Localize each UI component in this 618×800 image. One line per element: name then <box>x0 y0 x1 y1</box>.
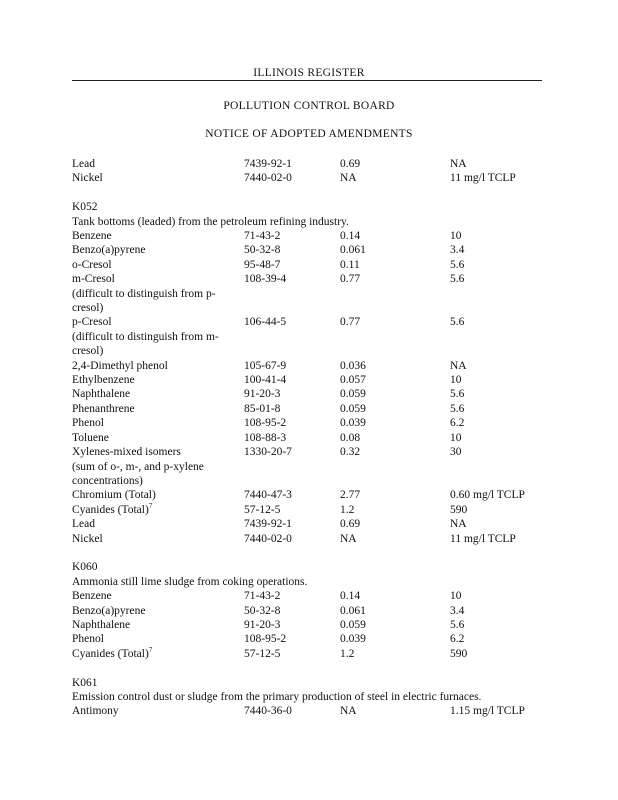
cas-number <box>244 344 340 358</box>
nonwastewater-standard <box>450 460 552 474</box>
cas-number: 71-43-2 <box>244 230 281 243</box>
table-row <box>72 632 552 646</box>
table-row <box>72 301 552 315</box>
wastewater-standard: 0.036 <box>340 359 366 372</box>
cas-number <box>244 301 340 315</box>
constituent-name <box>72 344 244 358</box>
cas-number <box>244 330 340 344</box>
table-row <box>72 532 552 546</box>
table-row <box>72 517 552 531</box>
waste-description: Emission control dust or sludge from the primary production of steel in electric furnaces. <box>72 690 482 703</box>
table-row <box>72 416 552 430</box>
constituent-name <box>72 315 244 329</box>
waste-description: Ammonia still lime sludge from coking operations. <box>72 575 308 588</box>
nonwastewater-standard: 5.6 <box>450 258 465 271</box>
register-header: ILLINOIS REGISTER <box>253 67 365 79</box>
constituent-name-text: Cyanides (Total) <box>72 503 149 516</box>
table-row <box>72 258 552 272</box>
constituent-name-text: Phenol <box>72 417 104 430</box>
standards-table <box>72 157 552 719</box>
cas-number <box>244 287 340 301</box>
nonwastewater-standard: 5.6 <box>450 388 465 401</box>
constituent-name-text: Naphthalene <box>72 388 131 401</box>
cas-number <box>244 474 340 488</box>
cas-number: 105-67-9 <box>244 359 287 372</box>
nonwastewater-standard: 5.6 <box>450 273 465 286</box>
cas-number: 91-20-3 <box>244 388 281 401</box>
constituent-name-text: Phenanthrene <box>72 402 135 415</box>
cas-number: 7439-92-1 <box>244 158 292 170</box>
constituent-name <box>72 301 244 315</box>
nonwastewater-standard <box>450 330 552 344</box>
cas-number: 7439-92-1 <box>244 518 292 531</box>
wastewater-standard: 1.2 <box>340 647 355 660</box>
wastewater-standard: 0.69 <box>340 158 361 170</box>
constituent-name <box>72 445 244 459</box>
cas-number: 1330-20-7 <box>244 446 292 459</box>
wastewater-standard: 0.08 <box>340 431 361 444</box>
nonwastewater-standard <box>450 474 552 488</box>
table-row <box>72 243 552 257</box>
wastewater-standard <box>340 301 450 315</box>
constituent-name <box>72 402 244 416</box>
constituent-name-text: (difficult to distinguish from m- <box>72 330 219 343</box>
constituent-name <box>72 258 244 272</box>
table-row <box>72 589 552 603</box>
constituent-name-text: Benzene <box>72 230 112 243</box>
constituent-name <box>72 416 244 430</box>
constituent-name <box>72 460 244 474</box>
constituent-name-text: o-Cresol <box>72 258 112 271</box>
table-row <box>72 330 552 344</box>
nonwastewater-standard <box>450 344 552 358</box>
table-row <box>72 604 552 618</box>
table-row <box>72 387 552 401</box>
nonwastewater-standard: 11 mg/l TCLP <box>450 172 516 185</box>
wastewater-standard: 0.059 <box>340 388 366 401</box>
nonwastewater-standard: 5.6 <box>450 618 465 631</box>
cas-number: 50-32-8 <box>244 244 281 257</box>
constituent-name-text: cresol) <box>72 302 104 315</box>
nonwastewater-standard: 10 <box>450 230 462 243</box>
wastewater-standard: NA <box>340 172 357 185</box>
cas-number: 108-95-2 <box>244 633 287 646</box>
constituent-name-text: Benzo(a)pyrene <box>72 244 146 257</box>
table-row <box>72 272 552 286</box>
wastewater-standard: 2.77 <box>340 489 361 502</box>
nonwastewater-standard: 5.6 <box>450 316 465 329</box>
table-row <box>72 287 552 301</box>
constituent-name <box>72 387 244 401</box>
constituent-name-text: 2,4-Dimethyl phenol <box>72 359 168 372</box>
constituent-name <box>72 589 244 603</box>
constituent-name-text: Ethylbenzene <box>72 374 135 387</box>
nonwastewater-standard: NA <box>450 518 467 531</box>
constituent-name <box>72 604 244 618</box>
constituent-name-text: m-Cresol <box>72 273 115 286</box>
wastewater-standard: 0.059 <box>340 618 366 631</box>
waste-code: K060 <box>72 561 98 574</box>
constituent-name-text: (sum of o-, m-, and p-xylene <box>72 460 204 473</box>
constituent-name <box>72 359 244 373</box>
nonwastewater-standard: 30 <box>450 446 462 459</box>
constituent-name <box>72 704 244 718</box>
table-row <box>72 431 552 445</box>
cas-number: 108-88-3 <box>244 431 287 444</box>
constituent-name <box>72 171 244 185</box>
cas-number: 7440-02-0 <box>244 172 292 185</box>
wastewater-standard: NA <box>340 532 357 545</box>
nonwastewater-standard: 3.4 <box>450 604 465 617</box>
constituent-name <box>72 503 244 517</box>
constituent-name-text: Benzo(a)pyrene <box>72 604 146 617</box>
cas-number: 57-12-5 <box>244 647 281 660</box>
cas-number: 7440-36-0 <box>244 705 292 718</box>
table-row <box>72 488 552 502</box>
constituent-name <box>72 373 244 387</box>
wastewater-standard: 0.039 <box>340 417 366 430</box>
cas-number: 91-20-3 <box>244 618 281 631</box>
cas-number: 100-41-4 <box>244 374 287 387</box>
constituent-name-text: Antimony <box>72 705 119 718</box>
constituent-name-text: Toluene <box>72 431 109 444</box>
cas-number: 57-12-5 <box>244 503 281 516</box>
cas-number: 7440-02-0 <box>244 532 292 545</box>
wastewater-standard: 0.77 <box>340 273 361 286</box>
constituent-name-text: Nickel <box>72 172 103 185</box>
footnote-marker: 7 <box>148 645 153 654</box>
wastewater-standard: 1.2 <box>340 503 355 516</box>
wastewater-standard: 0.039 <box>340 633 366 646</box>
constituent-name <box>72 647 244 661</box>
nonwastewater-standard: 1.15 mg/l TCLP <box>450 705 525 718</box>
table-row <box>72 171 552 185</box>
nonwastewater-standard: 590 <box>450 503 468 516</box>
table-row <box>72 503 552 517</box>
nonwastewater-standard <box>450 287 552 301</box>
wastewater-standard <box>340 287 450 301</box>
constituent-name-text: Chromium (Total) <box>72 489 156 502</box>
table-row <box>72 157 552 171</box>
nonwastewater-standard <box>450 301 552 315</box>
nonwastewater-standard: 10 <box>450 374 462 387</box>
cas-number: 50-32-8 <box>244 604 281 617</box>
constituent-name-text: Lead <box>72 158 95 170</box>
cas-number: 95-48-7 <box>244 258 281 271</box>
constituent-name-text: (difficult to distinguish from p- <box>72 287 216 300</box>
cas-number: 106-44-5 <box>244 316 287 329</box>
table-row <box>72 315 552 329</box>
table-row <box>72 402 552 416</box>
wastewater-standard: 0.11 <box>340 258 360 271</box>
nonwastewater-standard: 10 <box>450 590 462 603</box>
table-row <box>72 460 552 474</box>
constituent-name-text: concentrations) <box>72 474 143 487</box>
waste-description: Tank bottoms (leaded) from the petroleum refining industry. <box>72 215 349 228</box>
nonwastewater-standard: 0.60 mg/l TCLP <box>450 489 525 502</box>
table-row <box>72 445 552 459</box>
table-row <box>72 704 552 718</box>
wastewater-standard: 0.057 <box>340 374 366 387</box>
agency-title: POLLUTION CONTROL BOARD <box>223 100 395 112</box>
notice-title: NOTICE OF ADOPTED AMENDMENTS <box>205 128 413 140</box>
waste-code: K052 <box>72 201 98 214</box>
constituent-name <box>72 532 244 546</box>
constituent-name-text: Naphthalene <box>72 618 131 631</box>
cas-number: 7440-47-3 <box>244 489 292 502</box>
constituent-name <box>72 488 244 502</box>
constituent-name <box>72 243 244 257</box>
waste-code: K061 <box>72 676 98 689</box>
header-rule <box>72 80 542 81</box>
wastewater-standard: 0.059 <box>340 402 366 415</box>
constituent-name <box>72 229 244 243</box>
constituent-name <box>72 618 244 632</box>
constituent-name <box>72 330 244 344</box>
wastewater-standard: 0.77 <box>340 316 361 329</box>
wastewater-standard <box>340 330 450 344</box>
wastewater-standard: 0.14 <box>340 590 361 603</box>
table-row <box>72 229 552 243</box>
cas-number <box>244 460 340 474</box>
wastewater-standard <box>340 460 450 474</box>
nonwastewater-standard: 3.4 <box>450 244 465 257</box>
nonwastewater-standard: NA <box>450 158 467 170</box>
table-row <box>72 647 552 661</box>
constituent-name <box>72 517 244 531</box>
cas-number: 71-43-2 <box>244 590 281 603</box>
constituent-name-text: Phenol <box>72 633 104 646</box>
constituent-name <box>72 431 244 445</box>
nonwastewater-standard: 6.2 <box>450 417 465 430</box>
constituent-name-text: Nickel <box>72 532 103 545</box>
wastewater-standard: 0.32 <box>340 446 361 459</box>
table-row <box>72 373 552 387</box>
wastewater-standard <box>340 344 450 358</box>
nonwastewater-standard: 6.2 <box>450 633 465 646</box>
constituent-name-text: Benzene <box>72 590 112 603</box>
wastewater-standard: NA <box>340 705 357 718</box>
footnote-marker: 7 <box>148 501 153 510</box>
cas-number: 108-39-4 <box>244 273 287 286</box>
nonwastewater-standard: 590 <box>450 647 468 660</box>
constituent-name <box>72 287 244 301</box>
constituent-name-text: Cyanides (Total) <box>72 647 149 660</box>
table-row <box>72 344 552 358</box>
constituent-name <box>72 474 244 488</box>
wastewater-standard <box>340 474 450 488</box>
cas-number: 108-95-2 <box>244 417 287 430</box>
constituent-name <box>72 157 244 171</box>
wastewater-standard: 0.69 <box>340 518 361 531</box>
wastewater-standard: 0.14 <box>340 230 361 243</box>
constituent-name-text: cresol) <box>72 345 104 358</box>
table-row <box>72 474 552 488</box>
constituent-name-text: Xylenes-mixed isomers <box>72 446 181 459</box>
nonwastewater-standard: 10 <box>450 431 462 444</box>
constituent-name <box>72 272 244 286</box>
nonwastewater-standard: NA <box>450 359 467 372</box>
constituent-name-text: p-Cresol <box>72 316 112 329</box>
wastewater-standard: 0.061 <box>340 604 366 617</box>
nonwastewater-standard: 5.6 <box>450 402 465 415</box>
constituent-name <box>72 632 244 646</box>
nonwastewater-standard: 11 mg/l TCLP <box>450 532 516 545</box>
constituent-name-text: Lead <box>72 518 95 531</box>
table-row <box>72 359 552 373</box>
cas-number: 85-01-8 <box>244 402 281 415</box>
table-row <box>72 618 552 632</box>
wastewater-standard: 0.061 <box>340 244 366 257</box>
